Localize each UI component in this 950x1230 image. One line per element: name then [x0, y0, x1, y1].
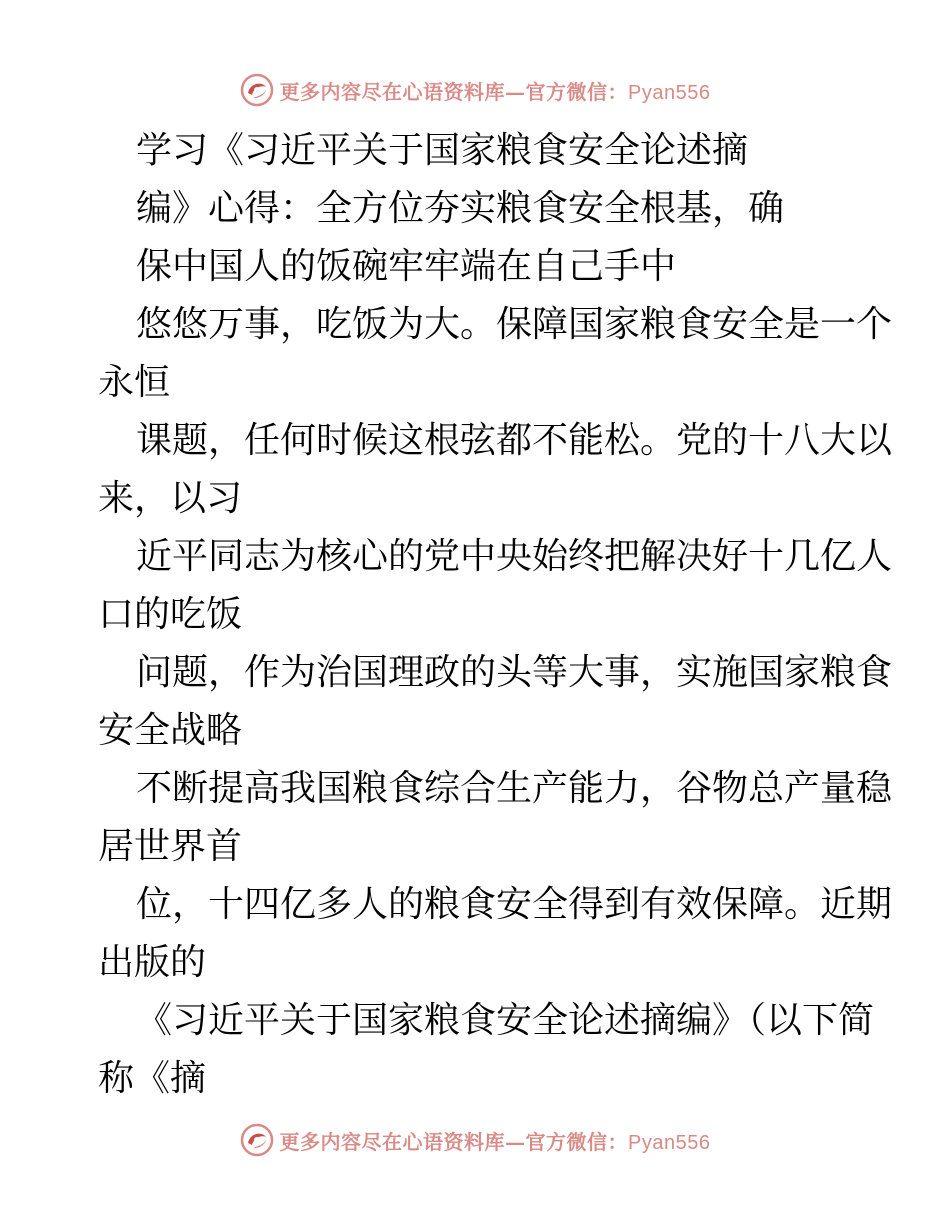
article-body [98, 122, 893, 1108]
paragraph-line: 来，以习 [98, 478, 243, 519]
paragraph-line: 不断提高我国粮食综合生产能力，谷物总产量稳 [136, 768, 893, 809]
swirl-logo-icon [240, 1123, 274, 1157]
paragraph-line: 悠悠万事，吃饭为大。保障国家粮食安全是一个 [136, 304, 893, 345]
watermark-text: 更多内容尽在心语资料库—官方微信：Pyan556 [279, 1129, 711, 1154]
paragraph-line: 出版的 [98, 942, 207, 983]
swirl-logo-icon [240, 73, 274, 107]
footer-watermark [0, 1120, 950, 1160]
paragraph-line: 居世界首 [98, 826, 243, 867]
paragraph-line: 称《摘 [98, 1058, 207, 1099]
paragraph-line: 问题，作为治国理政的头等大事，实施国家粮食 [136, 652, 893, 693]
title-line-3: 保中国人的饭碗牢牢端在自己手中 [136, 246, 677, 287]
paragraph-line: 课题，任何时候这根弦都不能松。党的十八大以 [136, 420, 893, 461]
paragraph-line: 《习近平关于国家粮食安全论述摘编》（以下简 [136, 1000, 875, 1041]
header-watermark [0, 70, 950, 110]
watermark-text: 更多内容尽在心语资料库—官方微信：Pyan556 [279, 79, 711, 104]
paragraph-line: 永恒 [98, 362, 171, 403]
title-line-1: 学习《习近平关于国家粮食安全论述摘 [136, 130, 749, 171]
watermark-wechat-id: Pyan556 [628, 1131, 711, 1154]
paragraph-line: 位，十四亿多人的粮食安全得到有效保障。近期 [136, 884, 893, 925]
title-line-2: 编》心得：全方位夯实粮食安全根基，确 [136, 188, 785, 229]
watermark-wechat-id: Pyan556 [628, 81, 711, 104]
paragraph-line: 口的吃饭 [98, 594, 243, 635]
paragraph-line: 安全战略 [98, 710, 243, 751]
paragraph-line: 近平同志为核心的党中央始终把解决好十几亿人 [136, 536, 893, 577]
